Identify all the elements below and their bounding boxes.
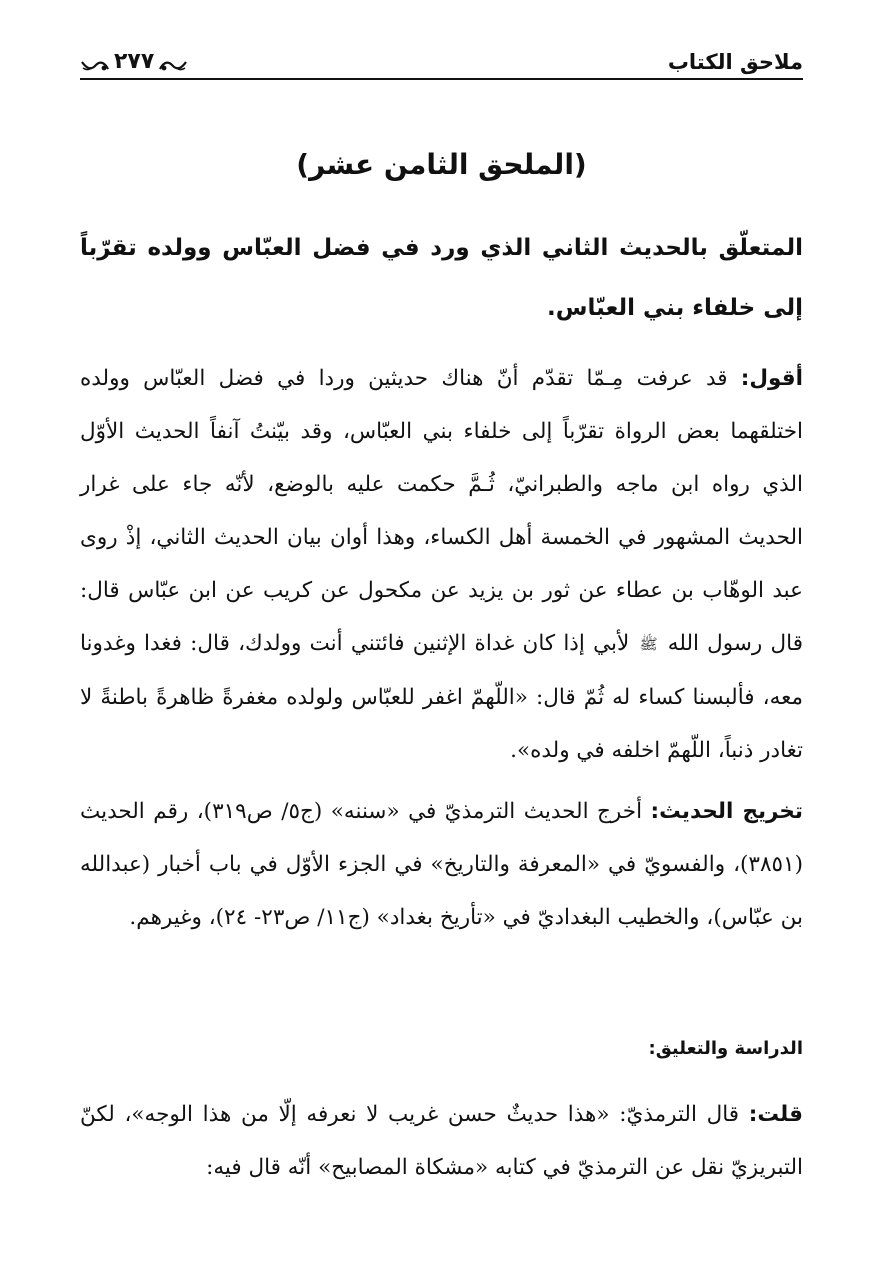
appendix-title: (الملحق الثامن عشر) <box>296 148 587 181</box>
page-number-ornament <box>80 49 188 74</box>
paragraph-lead: تخريج الحديث: <box>650 799 803 824</box>
paragraph-lead: أقول: <box>740 366 803 391</box>
book-title: ملاحق الكتاب <box>667 50 803 74</box>
section-heading: الدراسة والتعليق: <box>648 1038 803 1059</box>
paragraph-lead: قلت: <box>748 1102 803 1127</box>
appendix-subject: المتعلّق بالحديث الثاني الذي ورد في فضل العبّاس وولده تقرّباً إلى خلفاء بني العبّاس. <box>80 235 803 321</box>
running-header <box>80 38 803 74</box>
paragraph-text: قال الترمذيّ: «هذا حديثٌ حسن غريب لا نعرفه إلّا من هذا الوجه»، لكنّ التبريزيّ نقل عن الترمذيّ في كتابه «مشكاة المصابيح» أنّه قال فيه: <box>80 1102 803 1180</box>
paragraph-text: قد عرفت مِـمّا تقدّم أنّ هناك حديثين وردا في فضل العبّاس وولده اختلقهما بعض الرواة تقرّباً إلى خلفاء بني العبّاس، وقد بيّنتُ آنفاً الحديث الأوّل الذي رواه ابن ماجه والطبرانيّ، ثُـمَّ حكمت عليه بالوضع، لأنّه جاء على غرار الحديث المشهور في الخمسة أهل الكساء، وهذا أوان بيان الحديث الثاني، إذْ روى عبد الوهّاب بن عطاء عن ثور بن يزيد عن مكحول عن كريب عن ابن عبّاس قال: قال رسول الله <box>80 366 803 656</box>
salutation-icon: ﷺ <box>639 634 658 653</box>
paragraph-comment <box>80 1088 803 1194</box>
header-divider <box>80 78 803 80</box>
paragraph-text: لأبي إذا كان غداة الإثنين فائتني أنت وولدك، قال: فغدا وغدونا معه، فألبسنا كساء له ثُمّ قال: «اللّهمّ اغفر للعبّاس ولولده مغفرةً ظاهرةً باطنةً لا تغادر ذنباً، اللّهمّ اخلفه في ولده». <box>80 631 803 763</box>
paragraph-takhrij <box>80 785 803 944</box>
left-flourish-icon <box>158 56 188 74</box>
page-number: ٢٧٧ <box>114 49 155 74</box>
paragraph-statement <box>80 352 803 777</box>
paragraph-text: أخرج الحديث الترمذيّ في «سننه» (ج٥/ ص٣١٩)، رقم الحديث (٣٨٥١)، والفسويّ في «المعرفة والتاريخ» في الجزء الأوّل في باب أخبار (عبدالله بن عبّاس)، والخطيب البغداديّ في «تأريخ بغداد» (ج١١/ ص٢٣- ٢٤)، وغيرهم. <box>80 799 803 930</box>
right-flourish-icon <box>80 56 110 74</box>
